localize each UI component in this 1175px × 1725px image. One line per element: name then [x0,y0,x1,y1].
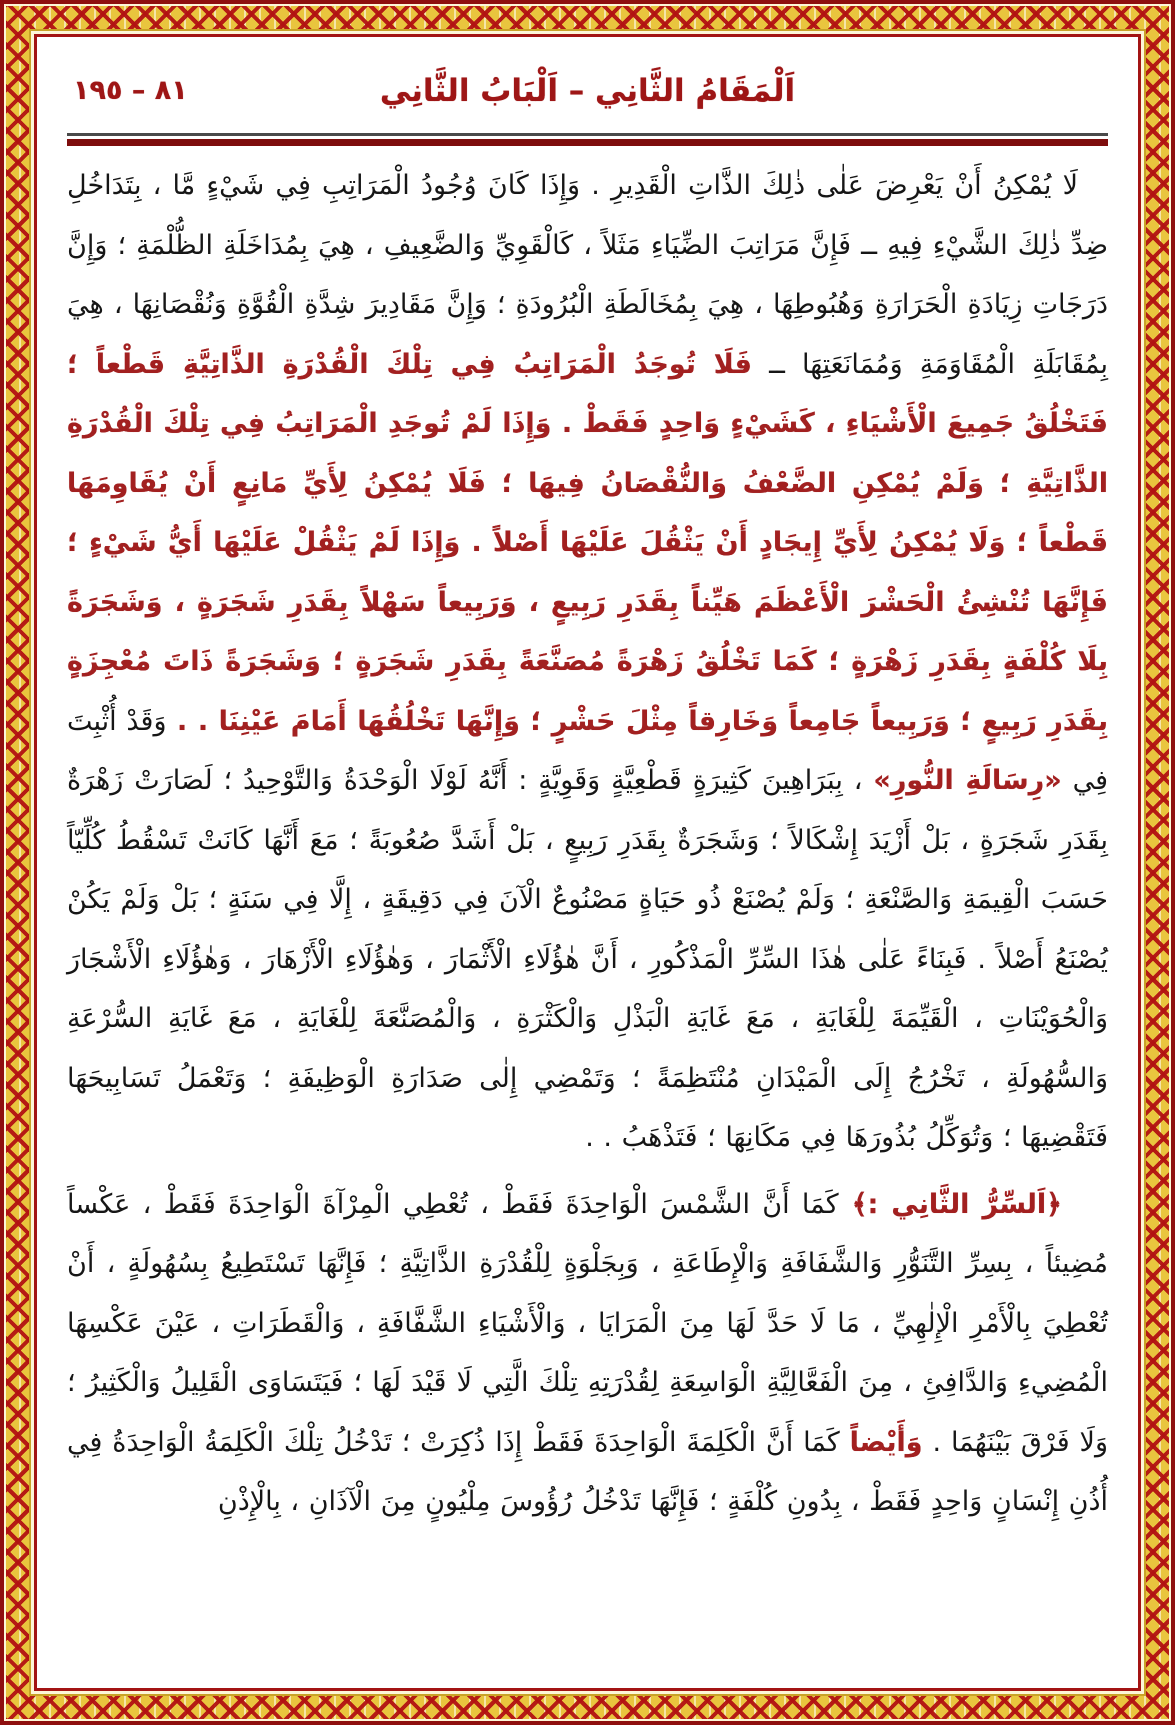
text-segment-black: ، بِبَرَاهِينَ كَثِيرَةٍ قَطْعِيَّةٍ وَقَوِيَّةٍ : أَنَّهُ لَوْلَا الْوَحْدَةُ وَالتَّوْحِيدُ ؛ لَصَارَتْ زَهْرَةٌ بِقَدَرِ شَجَرَةٍ ، بَلْ أَزْيَدَ إِشْكَالاً ؛ وَشَجَرَةٌ بِقَدَرِ رَبِيعٍ ، بَلْ أَشَدَّ صُعُوبَةً ؛ مَعَ أَنَّهَا كَانَتْ تَسْقُطُ كُلِّيّاً حَسَبَ الْقِيمَةِ وَالصَّنْعَةِ ؛ وَلَمْ يُصْنَعْ ذُو حَيَاةٍ مَصْنُوعٌ الْآنَ فِي دَقِيقَةٍ ، إِلَّا فِي سَنَةٍ ؛ بَلْ وَلَمْ يَكُنْ يُصْنَعُ أَصْلاً . فَبِنَاءً عَلٰى هٰذَا السِّرِّ الْمَذْكُورِ ، أَنَّ هٰؤُلَاءِ الْأَثْمَارَ ، وَهٰؤُلَاءِ الْأَزْهَارَ ، وَهٰؤُلَاءِ الْأَشْجَارَ وَالْحُوَيْنَاتِ ، الْقَيِّمَةَ لِلْغَايَةِ ، مَعَ غَايَةِ الْبَذْلِ وَالْكَثْرَةِ ، وَالْمُصَنَّعَةَ لِلْغَايَةِ ، مَعَ غَايَةِ السُّرْعَةِ وَالسُّهُولَةِ ، تَخْرُجُ إِلَى الْمَيْدَانِ مُنْتَظِمَةً ؛ وَتَمْضِي إِلٰى صَدَارَةِ الْوَظِيفَةِ ؛ وَتَعْمَلُ تَسَابِيحَهَا فَتَقْضِيهَا ؛ وَتُوَكِّلُ بُذُورَهَا فِي مَكَانِهَا ؛ فَتَذْهَبُ . . [67,765,1108,1153]
paragraph [67,1175,1108,1532]
page-header [67,63,1108,127]
text-segment-red: وَأَيْضاً [849,1426,923,1458]
header-rule-thick [67,139,1108,146]
header-rule-thin [67,133,1108,136]
text-segment-red: فَلَا تُوجَدُ الْمَرَاتِبُ فِي تِلْكَ الْقُدْرَةِ الذَّاتِيَّةِ قَطْعاً ؛ فَتَخْلُقُ جَمِيعَ الْأَشْيَاءِ ، كَشَيْءٍ وَاحِدٍ فَقَطْ . وَإِذَا لَمْ تُوجَدِ الْمَرَاتِبُ فِي تِلْكَ الْقُدْرَةِ الذَّاتِيَّةِ ؛ وَلَمْ يُمْكِنِ الضَّعْفُ وَالنُّقْصَانُ فِيهَا ؛ فَلَا يُمْكِنُ لِأَيِّ مَانِعٍ أَنْ يُقَاوِمَهَا قَطْعاً ؛ وَلَا يُمْكِنُ لِأَيِّ إِيجَادٍ أَنْ يَثْقُلَ عَلَيْهَا أَصْلاً . وَإِذَا لَمْ يَثْقُلْ عَلَيْهَا أَيُّ شَيْءٍ ؛ فَإِنَّهَا تُنْشِئُ الْحَشْرَ الْأَعْظَمَ هَيِّناً بِقَدَرِ رَبِيعٍ ، وَرَبِيعاً سَهْلاً بِقَدَرِ شَجَرَةٍ ، وَشَجَرَةً بِلَا كُلْفَةٍ بِقَدَرِ زَهْرَةٍ ؛ كَمَا تَخْلُقُ زَهْرَةً مُصَنَّعَةً بِقَدَرِ شَجَرَةٍ ؛ وَشَجَرَةً ذَاتَ مُعْجِزَةٍ بِقَدَرِ رَبِيعٍ ؛ وَرَبِيعاً جَامِعاً وَخَارِقاً مِثْلَ حَشْرٍ ؛ وَإِنَّهَا تَخْلُقُهَا أَمَامَ عَيْنِنَا . . [67,348,1108,737]
body-text [67,156,1108,1532]
text-segment-black: كَمَا أَنَّ الشَّمْسَ الْوَاحِدَةَ فَقَطْ ، تُعْطِي الْمِرْآةَ الْوَاحِدَةَ فَقَطْ ، عَكْساً مُضِيئاً ، بِسِرِّ التَّنَوُّرِ وَالشَّفَافَةِ وَالْإِطَاعَةِ ، وَبِجَلْوَةٍ لِلْقُدْرَةِ الذَّاتِيَّةِ ؛ فَإِنَّهَا تَسْتَطِيعُ بِسُهُولَةٍ ، أَنْ تُعْطِيَ بِالْأَمْرِ الْإِلٰهِيِّ ، مَا لَا حَدَّ لَهَا مِنَ الْمَرَايَا ، وَالْأَشْيَاءِ الشَّفَّافَةِ ، وَالْقَطَرَاتِ ، عَيْنَ عَكْسِهَا الْمُضِيءِ وَالدَّافِئِ ، مِنَ الْفَعَّالِيَّةِ الْوَاسِعَةِ لِقُدْرَتِهِ تِلْكَ الَّتِي لَا قَيْدَ لَهَا ؛ فَيَتَسَاوَى الْقَلِيلُ وَالْكَثِيرُ ؛ وَلَا فَرْقَ بَيْنَهُمَا . [67,1188,1108,1458]
page-title: اَلْمَقَامُ الثَّانِي – اَلْبَابُ الثَّانِي [379,73,796,109]
text-segment-red: «رِسَالَةِ النُّورِ» [873,765,1062,796]
paragraph [67,156,1108,1168]
text-segment-black: لَا يُمْكِنُ أَنْ يَعْرِضَ عَلٰى ذٰلِكَ الذَّاتِ الْقَدِيرِ . وَإِذَا كَانَ وُجُودُ الْمَرَاتِبِ فِي شَيْءٍ مَّا ، بِتَدَاخُلِ ضِدِّ ذٰلِكَ الشَّيْءِ فِيهِ ــ فَإِنَّ مَرَاتِبَ الضِّيَاءِ مَثَلاً ، كَالْقَوِيِّ وَالضَّعِيفِ ، هِيَ بِمُدَاخَلَةِ الظُّلْمَةِ ؛ وَإِنَّ دَرَجَاتِ زِيَادَةِ الْحَرَارَةِ وَهُبُوطِهَا ، هِيَ بِمُخَالَطَةِ الْبُرُودَةِ ؛ وَإِنَّ مَقَادِيرَ شِدَّةِ الْقُوَّةِ وَنُقْصَانِهَا ، هِيَ بِمُقَابَلَةِ الْمُقَاوَمَةِ وَمُمَانَعَتِهَا ــ [67,170,1109,380]
page-number: ٨١ – ١٩٥ [73,75,188,106]
text-segment-red: ﴿اَلسِّرُّ الثَّانِي :﴾ [838,1188,1063,1220]
text-segment-black: كَمَا أَنَّ الْكَلِمَةَ الْوَاحِدَةَ فَقَطْ إِذَا ذُكِرَتْ ؛ تَدْخُلُ تِلْكَ الْكَلِمَةُ الْوَاحِدَةُ فِي أُذُنِ إِنْسَانٍ وَاحِدٍ فَقَطْ ، بِدُونِ كُلْفَةٍ ؛ فَإِنَّهَا تَدْخُلُ رُؤُوسَ مِلْيُونٍ مِنَ الْآذَانِ ، بِالْإِذْنِ [67,1426,1108,1517]
page-sheet [34,34,1141,1691]
text-segment-black: وَقَدْ أُثْبِتَ فِي [67,705,1109,796]
